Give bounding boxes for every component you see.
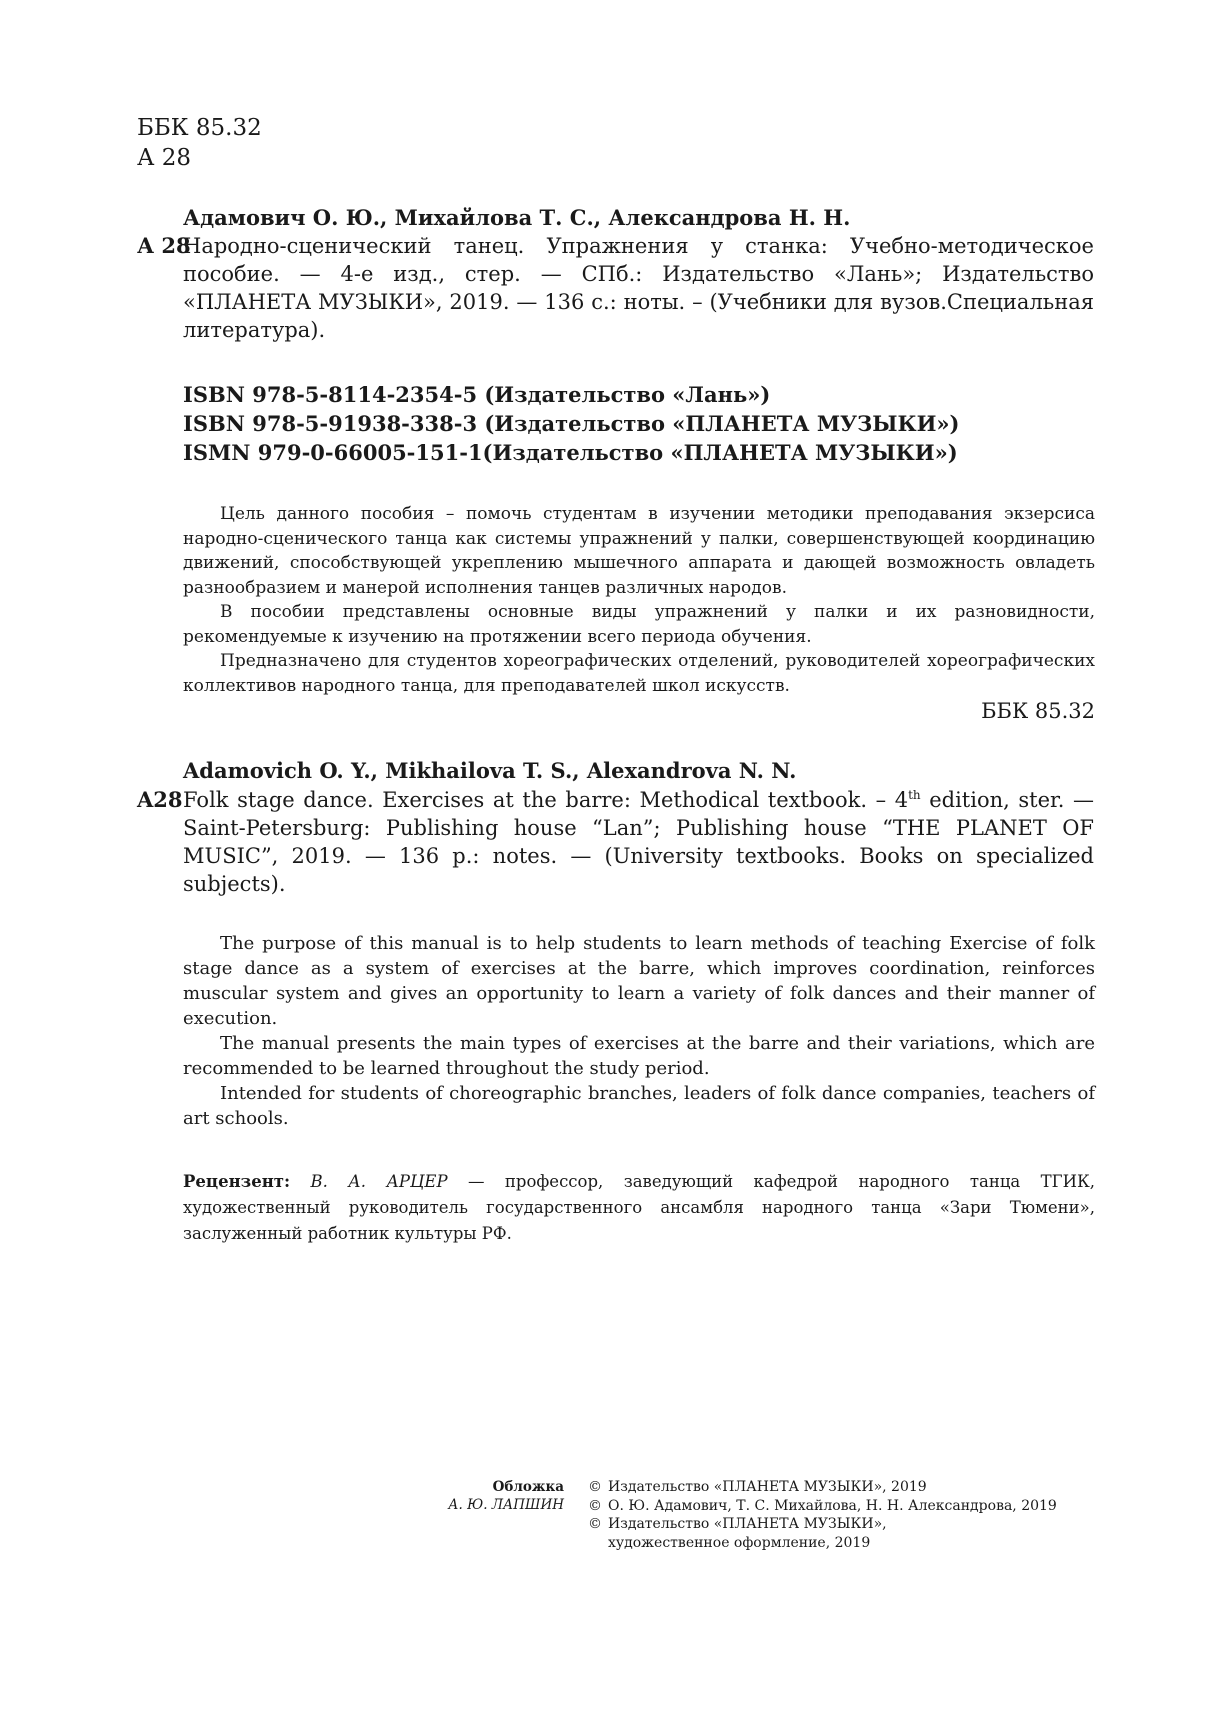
cover-artist: А. Ю. ЛАПШИН: [448, 1497, 564, 1513]
copyright-symbol: ©: [588, 1479, 602, 1495]
copyright-symbol: ©: [588, 1497, 602, 1514]
isbn-planet: ISBN 978-5-91938-338-3 (Издательство «ПЛАНЕТА МУЗЫКИ»): [183, 411, 960, 436]
isbn-lan: ISBN 978-5-8114-2354-5 (Издательство «Лань»): [183, 382, 771, 407]
en-abstract-paragraph: The manual presents the main types of exercises at the barre and their variations, which are recommended to be learned throughout the study period.: [183, 1033, 1095, 1079]
ru-bbk: ББК 85.32: [981, 699, 1095, 723]
en-abstract: [183, 931, 1095, 1131]
en-index: A28: [137, 787, 183, 812]
reviewer: [183, 1169, 1095, 1247]
copyright-block: [588, 1478, 1057, 1552]
ismn-planet: ISMN 979-0-66005-151-1(Издательство «ПЛАНЕТА МУЗЫКИ»): [183, 440, 958, 465]
ru-index: А 28: [137, 233, 191, 258]
ru-abstract-paragraph: В пособии представлены основные виды упражнений у палки и их разновидности, рекомендуемые к изучению на протяжении всего периода обучения.: [183, 602, 1095, 647]
en-description-text: Folk stage dance. Exercises at the barre: Methodical textbook. – 4: [183, 788, 909, 812]
ru-abstract: [183, 502, 1095, 698]
copyright-line: © Издательство «ПЛАНЕТА МУЗЫКИ», 2019: [588, 1479, 927, 1495]
ru-abstract-paragraph: Предназначено для студентов хореографических отделений, руководителей хореографических коллективов народного танца, для преподавателей школ искусств.: [183, 651, 1095, 696]
copyright-line: © Издательство «ПЛАНЕТА МУЗЫКИ»,: [588, 1516, 887, 1533]
en-description: [183, 786, 1094, 898]
en-abstract-paragraph: Intended for students of choreographic branches, leaders of folk dance companies, teachers of art schools.: [183, 1083, 1095, 1129]
copyright-symbol: ©: [588, 1516, 602, 1533]
reviewer-name: В. А. АРЦЕР: [310, 1172, 448, 1191]
author-mark: А 28: [137, 145, 191, 171]
en-abstract-paragraph: The purpose of this manual is to help students to learn methods of teaching Exercise of folk stage dance as a system of exercises at the barre, which improves coordination, reinforces muscular system and gives an opportunity to learn a variety of folk dances and their manner of execution.: [183, 933, 1095, 1029]
isbn-block: [183, 380, 960, 467]
ru-authors: Адамович О. Ю., Михайлова Т. С., Александрова Н. Н.: [183, 205, 851, 230]
bbk-code: ББК 85.32: [137, 115, 262, 141]
copyright-continuation: художественное оформление, 2019: [608, 1534, 871, 1551]
en-authors: Adamovich O. Y., Mikhailova T. S., Alexandrova N. N.: [183, 758, 797, 783]
reviewer-text: — профессор, заведующий кафедрой народного танца ТГИК, художественный руководитель государственного ансамбля народного танца «Зари Тюмени», заслуженный работник культуры РФ.: [183, 1172, 1096, 1243]
cover-label: Обложка: [492, 1479, 564, 1495]
copyright-line: © О. Ю. Адамович, Т. С. Михайлова, Н. Н. Александрова, 2019: [588, 1497, 1057, 1514]
edition-superscript: th: [908, 788, 921, 802]
ru-description: Народно-сценический танец. Упражнения у станка: Учебно-методическое пособие. — 4-е изд., стер. — СПб.: Издательство «Лань»; Издательство «ПЛАНЕТА МУЗЫКИ», 2019. — 136 с.: ноты. – (Учебники для вузов.Специальная литература).: [183, 234, 1094, 342]
reviewer-label: Рецензент:: [183, 1172, 291, 1191]
ru-abstract-paragraph: Цель данного пособия – помочь студентам в изучении методики преподавания экзерсиса народно-сценического танца как системы упражнений у палки, совершенствующей координацию движений, способствующей укреплению мышечного аппарата и дающей возможность овладеть разнообразием и манерой исполнения танцев различных народов.: [183, 504, 1095, 598]
cover-credit: [448, 1478, 564, 1514]
bbk-header: [137, 113, 262, 173]
en-description-text: edition, ster. — Saint-Petersburg: Publishing house “Lan”; Publishing house “THE PLANET OF MUSIC”, 2019. — 136 p.: notes. — (University textbooks. Books on specialized subjects).: [183, 788, 1094, 896]
